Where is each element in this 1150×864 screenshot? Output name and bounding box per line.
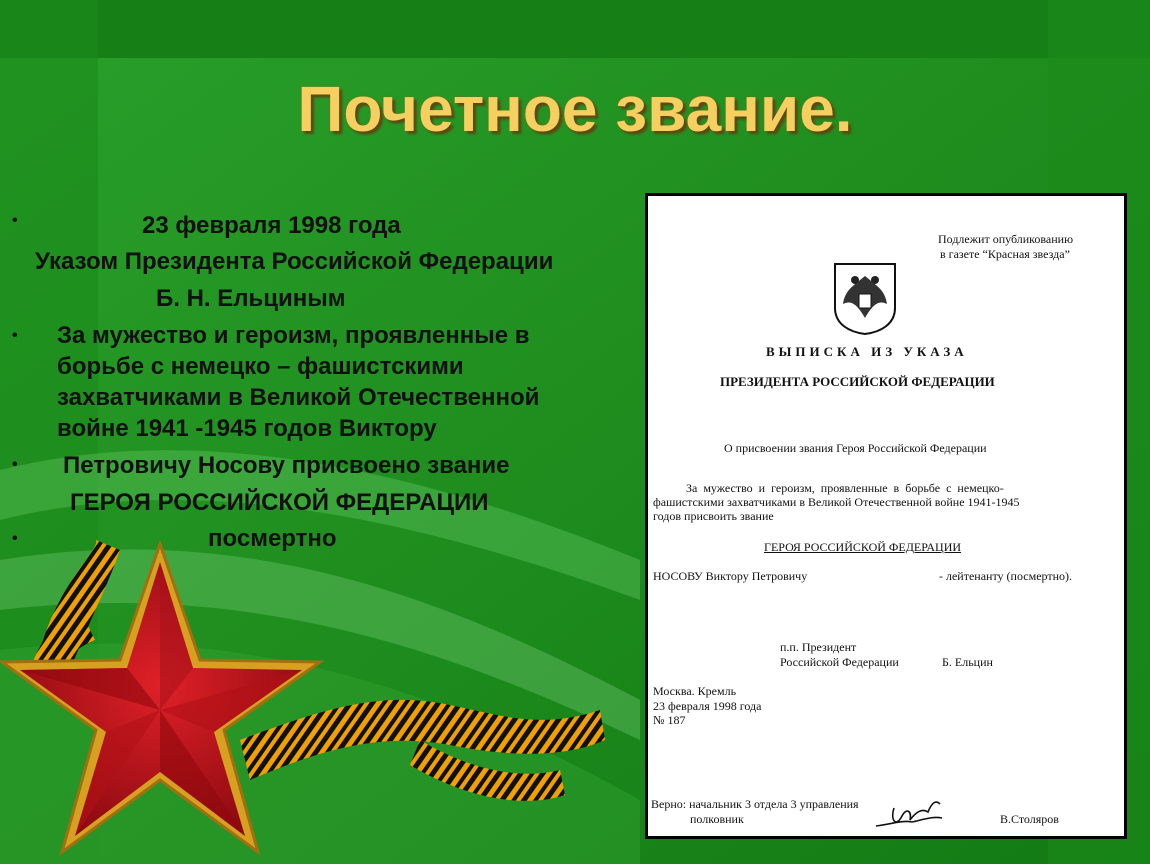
bullet-text: Б. Н. Ельциным [156,285,346,312]
document-rank: ГЕРОЯ РОССИЙСКОЙ ФЕДЕРАЦИИ [764,540,962,554]
decree-document [645,193,1127,839]
verification-line: полковник [690,812,744,826]
document-number: № 187 [653,713,686,727]
bullet-text: ГЕРОЯ РОССИЙСКОЙ ФЕДЕРАЦИИ [70,489,489,516]
document-text: годов присвоить звание [653,509,774,523]
bullet-text: За мужество и героизм, проявленные в [57,322,530,349]
awardee-rank: - лейтенанту (посмертно). [939,569,1073,583]
document-date: 23 февраля 1998 года [653,699,762,713]
bullet-text: 23 февраля 1998 года [142,212,401,239]
document-subject: О присвоении звания Героя Российской Федерации [724,441,987,455]
verifier-name: В.Столяров [1000,812,1059,826]
bullet-text: войне 1941 -1945 годов Виктору [57,415,437,442]
publish-note: Подлежит опубликованию [938,232,1074,246]
bullet-text: борьбе с немецко – фашистскими [57,353,464,380]
document-text: фашистскими захватчиками в Великой Отечественной войне 1941-1945 [653,495,1020,509]
awardee-name: НОСОВУ Виктору Петровичу [653,569,808,583]
slide-title: Почетное звание. [297,73,853,145]
document-place: Москва. Кремль [653,684,737,698]
coat-of-arms-icon [831,260,899,336]
bullet-marker: • [12,456,18,473]
bullet-text: посмертно [208,525,337,552]
signature-line: Российской Федерации [780,655,899,669]
handwritten-signature [872,798,952,834]
bullet-text: Петровичу Носову присвоено звание [63,452,510,479]
document-subheading: ПРЕЗИДЕНТА РОССИЙСКОЙ ФЕДЕРАЦИИ [720,374,995,389]
publish-note: в газете “Красная звезда” [940,247,1070,261]
bullet-text: захватчиками в Великой Отечественной [57,384,540,411]
verification-line: Верно: начальник 3 отдела 3 управления [651,797,859,811]
bullet-text: Указом Президента Российской Федерации [35,248,554,275]
red-star-icon [0,540,330,864]
bullet-marker: • [12,530,18,547]
bullet-marker: • [12,327,18,344]
document-text: За мужество и героизм, проявленные в борьбе с немецко- [686,481,1004,495]
signature-line: п.п. Президент [780,640,857,654]
bullet-marker: • [12,212,18,229]
document-heading: ВЫПИСКА ИЗ УКАЗА [766,344,968,359]
signer-name: Б. Ельцин [942,655,993,669]
